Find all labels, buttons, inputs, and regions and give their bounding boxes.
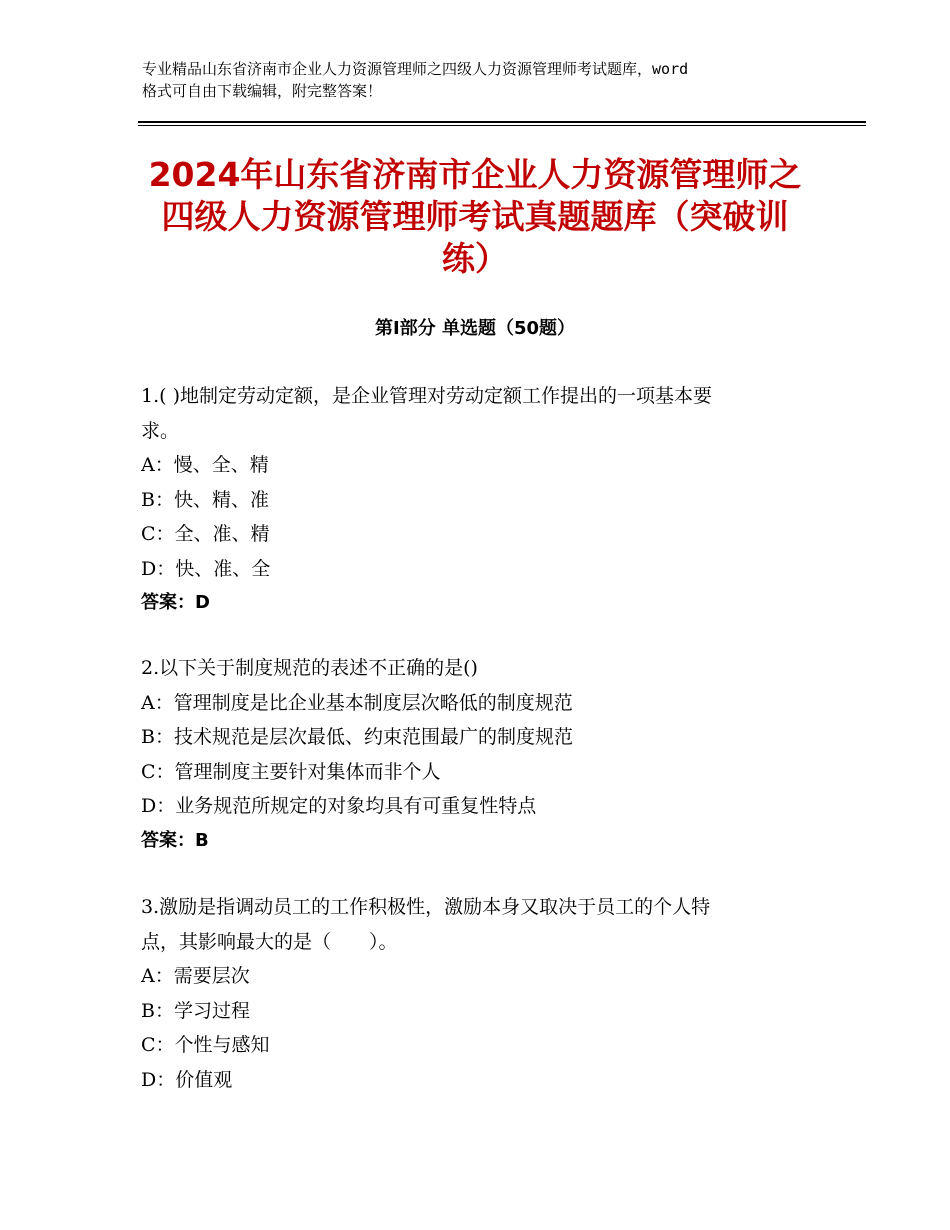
question-1 bbox=[141, 379, 831, 621]
option-b: B：学习过程 bbox=[141, 999, 250, 1022]
question-3 bbox=[141, 890, 831, 1097]
option-d: D：价值观 bbox=[141, 1068, 233, 1091]
header-note-line: 专业精品山东省济南市企业人力资源管理师之四级人力资源管理师考试题库，word bbox=[142, 60, 689, 78]
answer-line bbox=[141, 824, 831, 859]
header-note-line: 格式可自由下载编辑，附完整答案！ bbox=[142, 82, 383, 100]
question-stem-line: 3.激励是指调动员工的工作积极性，激励本身又取决于员工的个人特 bbox=[141, 896, 711, 918]
header-note bbox=[142, 58, 822, 102]
question-stem-line: 点，其影响最大的是（ ）。 bbox=[141, 930, 398, 953]
option-c: C：管理制度主要针对集体而非个人 bbox=[141, 760, 441, 783]
answer-label: 答案： bbox=[141, 829, 195, 851]
document-title bbox=[100, 154, 850, 280]
section-heading: 第Ⅰ部分 单选题（50题） bbox=[374, 318, 575, 339]
header-divider bbox=[138, 125, 866, 126]
answer-line bbox=[141, 586, 831, 621]
option-c: C：个性与感知 bbox=[141, 1034, 270, 1056]
option-c: C：全、准、精 bbox=[141, 523, 270, 545]
option-a: A：慢、全、精 bbox=[141, 454, 269, 476]
answer-value: D bbox=[195, 592, 210, 613]
question-stem-line: 2.以下关于制度规范的表述不正确的是() bbox=[141, 657, 478, 679]
answer-value: B bbox=[195, 829, 209, 851]
title-line: 四级人力资源管理师考试真题题库（突破训 bbox=[161, 197, 789, 236]
question-stem-line: 1.( )地制定劳动定额，是企业管理对劳动定额工作提出的一项基本要 bbox=[141, 385, 712, 407]
option-b: B：技术规范是层次最低、约束范围最广的制度规范 bbox=[141, 726, 573, 748]
option-b: B：快、精、准 bbox=[141, 488, 269, 511]
option-d: D：业务规范所规定的对象均具有可重复性特点 bbox=[141, 795, 537, 817]
option-a: A：需要层次 bbox=[141, 965, 250, 987]
answer-label: 答案： bbox=[141, 592, 195, 613]
header-divider bbox=[138, 121, 866, 123]
option-d: D：快、准、全 bbox=[141, 557, 271, 580]
option-a: A：管理制度是比企业基本制度层次略低的制度规范 bbox=[141, 691, 573, 714]
title-line: 练） bbox=[442, 239, 508, 278]
question-stem-line: 求。 bbox=[141, 419, 180, 442]
question-2 bbox=[141, 651, 831, 858]
title-line: 2024年山东省济南市企业人力资源管理师之 bbox=[148, 155, 802, 194]
